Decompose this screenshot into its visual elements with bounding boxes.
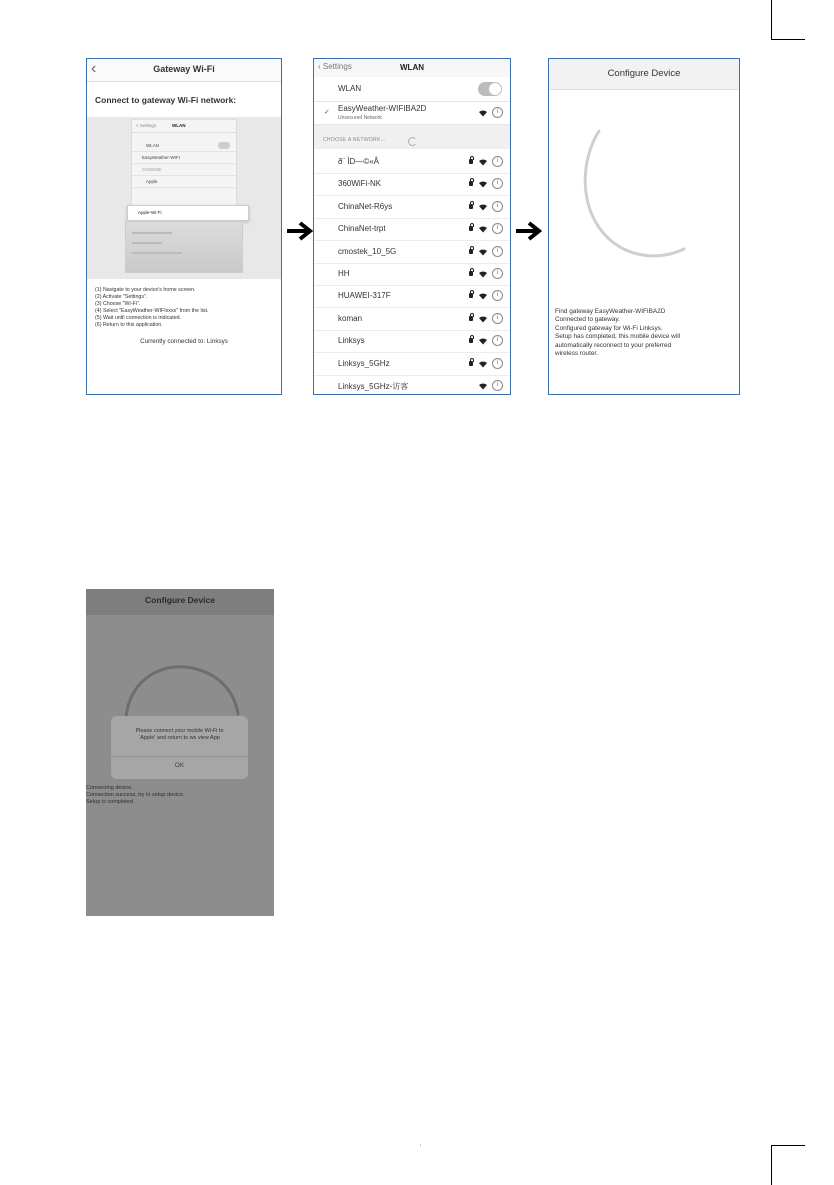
page-title: WLAN — [400, 63, 424, 72]
arrow-right-icon — [515, 221, 543, 241]
wlan-toggle-row — [314, 79, 510, 99]
dialog-message — [117, 728, 242, 742]
wlan-toggle[interactable] — [478, 82, 502, 96]
status-log — [86, 785, 184, 806]
lock-icon — [469, 159, 473, 164]
lock-icon — [469, 181, 473, 186]
connected-network-name: EasyWeather-WIFIBA2D — [338, 104, 427, 113]
mini-row-choose — [132, 164, 236, 176]
status-line: Find gateway EasyWeather-WIFIBA2D — [555, 308, 666, 315]
progress-spinner — [579, 129, 699, 269]
lock-icon — [469, 293, 473, 298]
mini-network-list-fade — [125, 221, 243, 273]
network-row[interactable] — [314, 263, 510, 286]
back-label: Settings — [322, 62, 352, 71]
status-line: Connected to gateway. — [555, 316, 620, 324]
page-title: Gateway Wi-Fi — [153, 64, 215, 74]
nav-bar — [87, 59, 281, 82]
mini-row-connected — [132, 152, 236, 164]
chevron-left-icon: ‹ — [318, 62, 321, 71]
network-row[interactable] — [314, 196, 510, 219]
mini-row-label: Apple — [146, 179, 158, 184]
info-icon[interactable]: i — [492, 178, 503, 189]
lock-icon — [469, 226, 473, 231]
network-name: HH — [338, 269, 350, 278]
network-row[interactable] — [314, 285, 510, 308]
wifi-icon — [478, 381, 488, 390]
mini-row-label: WLAN — [146, 143, 160, 148]
mini-row-label: CHOOSE — [142, 167, 162, 172]
status-line: Configured gateway for Wi-Fi Linksys. — [555, 324, 663, 332]
ok-button[interactable]: OK — [174, 762, 185, 769]
network-name: 360WiFi-NK — [338, 179, 382, 189]
info-icon[interactable]: i — [492, 246, 503, 257]
info-icon[interactable]: i — [492, 313, 503, 324]
wifi-icon — [478, 314, 488, 323]
mini-back-label: < Settings — [136, 123, 157, 128]
crop-mark-top-vertical — [771, 0, 772, 40]
wifi-icon — [478, 359, 488, 368]
crop-mark-top-horizontal — [771, 39, 805, 40]
nav-bar — [314, 59, 510, 77]
network-name: ChinaNet-trpt — [338, 224, 386, 234]
lock-icon — [469, 361, 473, 366]
spinner-icon — [408, 137, 417, 146]
status-log — [555, 308, 680, 358]
wifi-icon — [478, 224, 488, 233]
lock-icon — [469, 204, 473, 209]
wifi-icon — [478, 269, 488, 278]
network-row[interactable] — [314, 330, 510, 353]
network-row[interactable] — [314, 151, 510, 174]
alert-dialog — [111, 716, 248, 779]
status-line: Setup has completed, this mobile device will — [555, 333, 681, 341]
network-row[interactable] — [314, 353, 510, 376]
step-3: (3) Choose "Wi-Fi". — [95, 301, 141, 307]
choose-network-header — [314, 125, 510, 149]
wifi-icon — [478, 157, 488, 166]
status-line: Connection success, try to setup device. — [86, 792, 185, 798]
arrow-right-icon — [286, 221, 314, 241]
wifi-icon — [478, 179, 488, 188]
network-row[interactable] — [314, 218, 510, 241]
crop-mark-bottom-horizontal — [771, 1145, 805, 1146]
connected-network-row[interactable] — [314, 101, 510, 125]
info-icon[interactable]: i — [492, 358, 503, 369]
network-row[interactable] — [314, 375, 510, 395]
step-2: (2) Activate "Settings". — [95, 294, 148, 300]
status-line: Connecting device. — [86, 785, 133, 791]
instruction-heading: Connect to gateway Wi-Fi network: — [95, 95, 237, 105]
status-line: Setup is completed. — [86, 799, 135, 805]
screen-gateway-wifi — [86, 58, 282, 395]
status-line: wireless router. — [555, 350, 598, 358]
step-6: (6) Return to this application. — [95, 322, 163, 328]
wifi-icon — [478, 291, 488, 300]
network-name: Linksys_5GHz-访客 — [338, 382, 409, 391]
network-name: Linksys_5GHz — [338, 358, 390, 368]
page-title: Configure Device — [607, 68, 681, 79]
info-icon[interactable]: i — [492, 201, 503, 212]
network-name: Linksys — [338, 336, 365, 346]
network-row[interactable] — [314, 173, 510, 196]
lock-icon — [469, 249, 473, 254]
info-icon[interactable]: i — [492, 268, 503, 279]
info-icon[interactable]: i — [492, 380, 503, 391]
network-name: HUAWEI-317F — [338, 291, 391, 301]
mini-highlighted-network — [127, 205, 249, 221]
info-icon[interactable]: i — [492, 107, 503, 118]
info-icon[interactable]: i — [492, 223, 503, 234]
mini-title: WLAN — [172, 123, 186, 128]
connection-status: Currently connected to: Linksys — [140, 338, 228, 345]
step-4: (4) Select "EasyWeather-WIFIxxxx" from the list. — [95, 308, 209, 314]
lock-icon — [469, 271, 473, 276]
chevron-left-icon[interactable]: ‹ — [91, 60, 97, 77]
lock-icon — [469, 316, 473, 321]
info-icon[interactable]: i — [492, 156, 503, 167]
wifi-icon — [478, 247, 488, 256]
page-number: ' — [420, 1145, 422, 1151]
network-row[interactable] — [314, 241, 510, 264]
crop-mark-bottom-vertical — [771, 1145, 772, 1185]
lock-icon — [469, 338, 473, 343]
network-name: ð¨ ÌD—©«Å — [338, 157, 380, 166]
step-1: (1) Navigate to your device's home screen. — [95, 287, 196, 293]
connected-network-subtitle: Unsecured Network — [338, 115, 382, 121]
screen-wlan-settings — [313, 58, 511, 395]
status-line: automatically reconnect to your preferred — [555, 341, 672, 349]
page-title: Configure Device — [145, 595, 215, 605]
nav-bar — [549, 59, 739, 90]
divider — [111, 756, 248, 757]
network-name: ChinaNet-R6ys — [338, 201, 393, 211]
wlan-label: WLAN — [338, 84, 362, 93]
checkmark-icon: ✓ — [324, 109, 330, 116]
network-name: koman — [338, 313, 363, 323]
info-icon[interactable]: i — [492, 335, 503, 346]
settings-preview-image — [87, 117, 281, 279]
wifi-icon — [478, 336, 488, 345]
mini-row-a — [132, 176, 236, 188]
mini-row-label: Apple-Wi-Fi — [138, 210, 162, 215]
dialog-message-line: Please connect your mobile Wi-Fi to — [135, 728, 224, 734]
instruction-steps — [95, 287, 208, 329]
nav-bar — [86, 589, 274, 615]
network-row[interactable] — [314, 308, 510, 331]
dialog-message-line: 'Apple' and return to ws view App — [139, 735, 220, 741]
mini-toggle — [218, 142, 230, 149]
wifi-icon — [478, 108, 488, 117]
choose-network-label: CHOOSE A NETWORK... — [323, 137, 386, 143]
network-name: cmostek_10_5G — [338, 246, 397, 256]
mini-nav-bar — [132, 120, 236, 133]
info-icon[interactable]: i — [492, 290, 503, 301]
mini-row-label: EasyWeather-WIFI — [142, 155, 180, 160]
screen-configure-device — [548, 58, 740, 395]
step-5: (5) Wait until connection is indicated. — [95, 315, 182, 321]
screen-configure-device-dialog — [86, 589, 274, 916]
wifi-icon — [478, 202, 488, 211]
mini-row-wlan — [132, 140, 236, 152]
